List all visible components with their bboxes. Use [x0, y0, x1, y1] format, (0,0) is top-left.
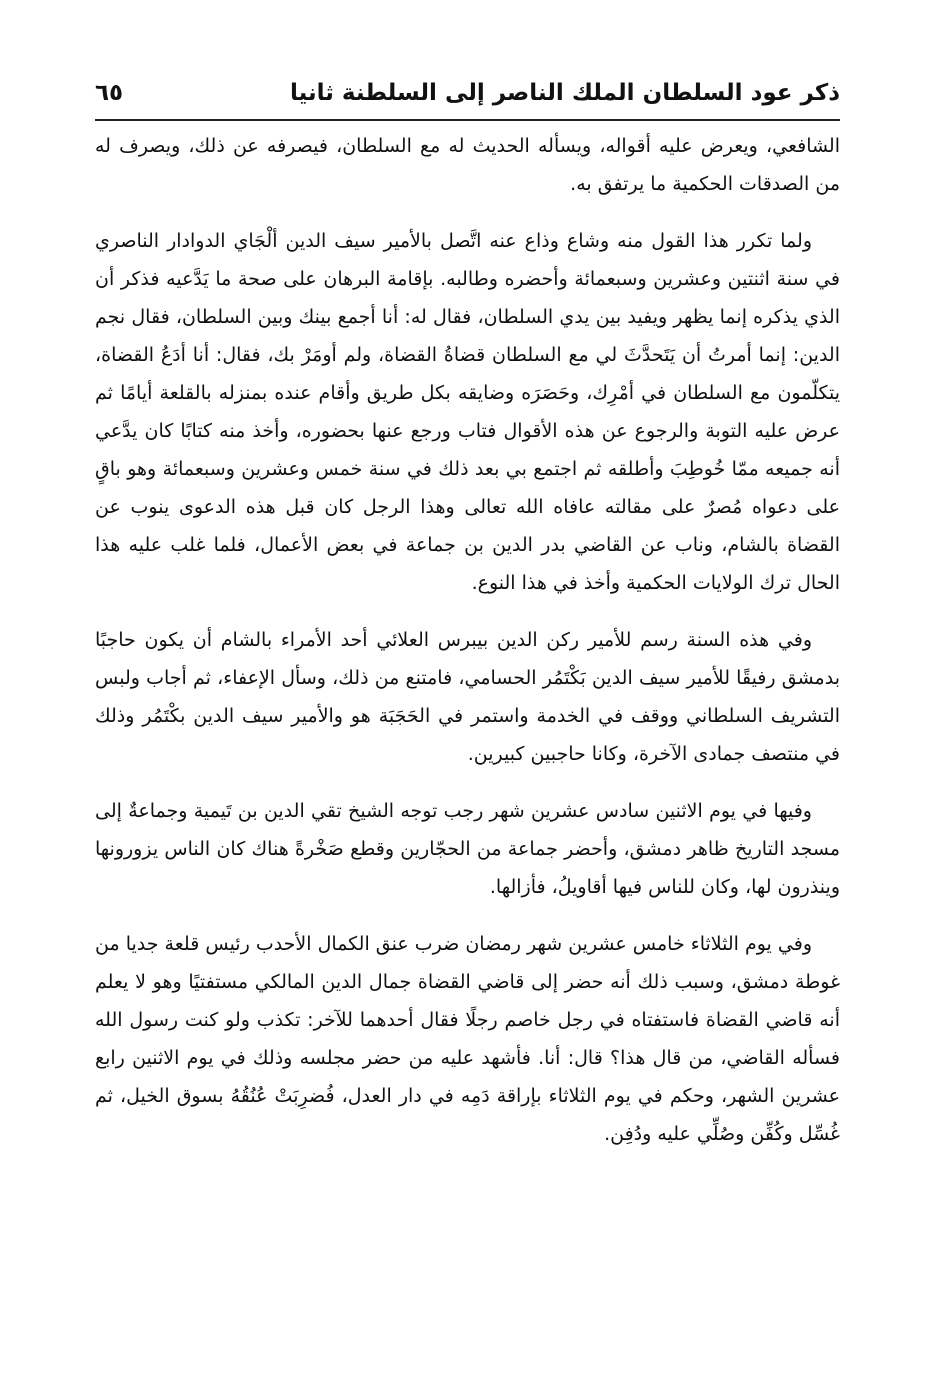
paragraph-5: وفي يوم الثلاثاء خامس عشرين شهر رمضان ضرب عنق الكمال الأحدب رئيس قلعة جديا من غوطة دمشق، وسبب ذلك أنه حضر إلى قاضي القضاة جمال الدين المالكي مستفتيًا وهو لا يعلم أنه قاضي القضاة فاستفتاه في رجل خاصم رجلًا فقال أحدهما للآخر: تكذب ولو كنت رسول الله فسأله القاضي، من قال هذا؟ قال: أنا. فأشهد عليه من حضر مجلسه وذلك في يوم الاثنين رابع عشرين الشهر، وحكم في يوم الثلاثاء بإراقة دَمِه في دار العدل، فُضرِبَتْ عُنُقُهُ بسوق الخيل، ثم غُسِّل وكُفِّن وصُلِّي عليه ودُفِن.	[95, 933, 840, 1145]
running-title: ذكر عود السلطان الملك الناصر إلى السلطنة ثانيا	[289, 80, 840, 106]
paragraph-4: وفيها في يوم الاثنين سادس عشرين شهر رجب توجه الشيخ تقي الدين بن تَيمية وجماعةٌ إلى مسجد التاريخ ظاهر دمشق، وأحضر جماعة من الحجّارين وقطع صَخْرةً هناك كان الناس يزورونها وينذرون لها، وكان للناس فيها أقاويلُ، فأزالها.	[95, 800, 840, 898]
paragraph-2: ولما تكرر هذا القول منه وشاع وذاع عنه اتَّصل بالأمير سيف الدين ألْجَاي الدوادار الناصري في سنة اثنتين وعشرين وسبعمائة وأحضره وطالبه. بإقامة البرهان على صحة ما يَدَّعيه فذكر أن الذي يذكره إنما يظهر ويفيد بين يدي السلطان، فقال له: أنا أجمع بينك وبين السلطان، فقال نجم الدين: إنما أمرتُ أن يَتَحدَّثَ لي مع السلطان قضاةُ القضاة، ولم أومَرْ بك، فقال: أنا أدَعُ القضاة، يتكلّمون مع السلطان في أمْرِك، وحَصَرَه وضايقه بكل طريق وأقام عنده بمنزله بالقلعة أيامًا ثم عرض عليه التوبة والرجوع عن هذه الأقوال فتاب ورجع عنها بحضوره، وأخذ منه كتابًا كان يدَّعي أنه جميعه ممّا خُوطِبَ وأطلقه ثم اجتمع بي بعد ذلك في سنة خمس وعشرين وسبعمائة وهو باقٍ على دعواه مُصرٌ على مقالته عافاه الله تعالى وهذا الرجل كان قبل هذه الدعوى ينوب عن القضاة بالشام، وناب عن القاضي بدر الدين بن جماعة في بعض الأعمال، فلما غلب عليه هذا الحال ترك الولايات الحكمية وأخذ في هذا النوع.	[95, 230, 840, 594]
page-number: ٦٥	[95, 80, 124, 106]
header-rule	[95, 119, 840, 121]
paragraph-1: الشافعي، ويعرض عليه أقواله، ويسأله الحديث له مع السلطان، فيصرفه عن ذلك، ويصرف له من الصدقات الحكمية ما يرتفق به.	[95, 135, 840, 195]
paragraph-3: وفي هذه السنة رسم للأمير ركن الدين بيبرس العلائي أحد الأمراء بالشام أن يكون حاجبًا بدمشق رفيقًا للأمير سيف الدين بَكْتَمُر الحسامي، فامتنع من ذلك، وسأل الإعفاء، ثم أجاب ولبس التشريف السلطاني ووقف في الخدمة واستمر في الحَجَبَة هو والأمير سيف الدين بكْتَمُر وذلك في منتصف جمادى الآخرة، وكانا حاجبين كبيرين.	[95, 629, 840, 765]
body-text	[95, 127, 840, 1153]
page-header	[95, 76, 840, 116]
